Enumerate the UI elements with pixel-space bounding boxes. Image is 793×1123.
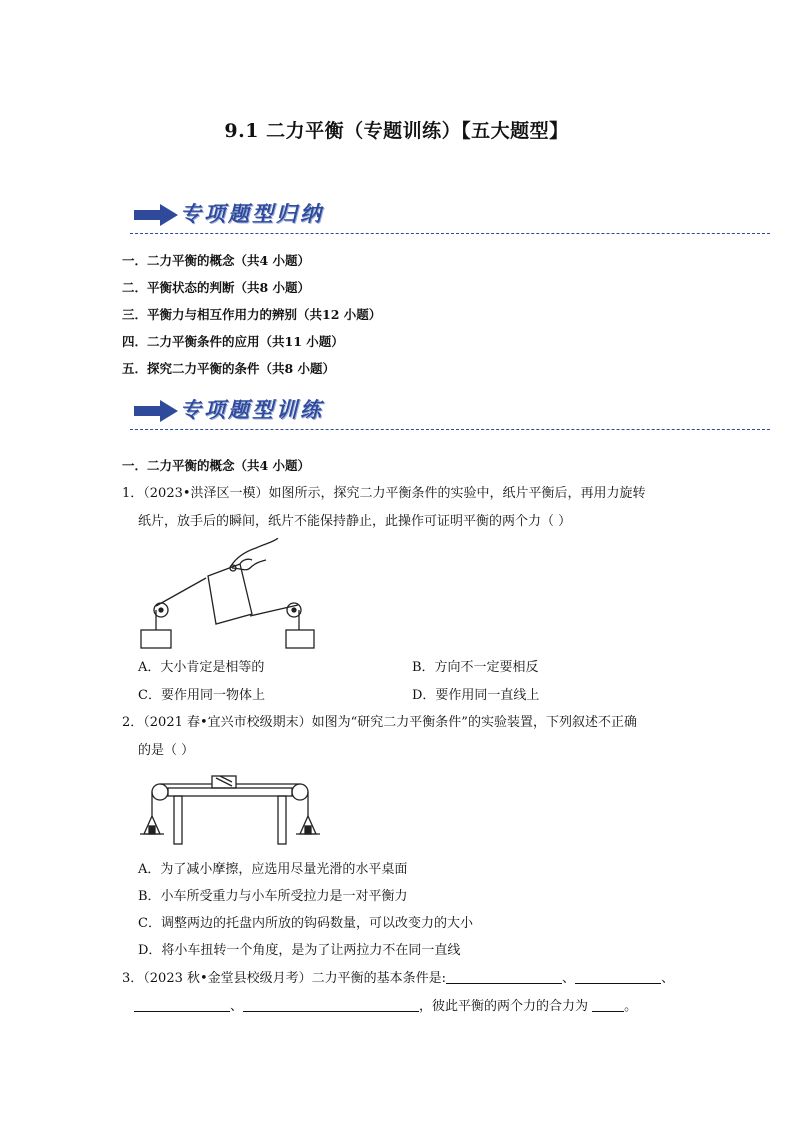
answer-blank-4[interactable] [243, 999, 419, 1012]
paper-card-apparatus-figure [136, 538, 326, 653]
toc-item-3: 三．平衡力与相互作用力的辨别（共12 小题） [122, 307, 382, 322]
question-2-option-b[interactable]: B．小车所受重力与小车所受拉力是一对平衡力 [138, 889, 408, 904]
question-1-stem: 1．（2023•洪泽区一模）如图所示，探究二力平衡条件的实验中，纸片平衡后，再用力旋转 [122, 486, 646, 501]
question-3-text: 3．（2023 秋•金堂县校级月考）二力平衡的基本条件是: [122, 971, 447, 986]
question-2-option-d[interactable]: D．将小车扭转一个角度，是为了让两拉力不在同一直线 [138, 943, 461, 958]
question-2-option-c[interactable]: C．调整两边的托盘内所放的钩码数量，可以改变力的大小 [138, 916, 473, 931]
question-1-option-d[interactable]: D．要作用同一直线上 [412, 688, 540, 703]
question-3-stem-cont [134, 999, 637, 1015]
period: 。 [624, 999, 638, 1014]
separator: 、 [230, 999, 244, 1014]
arrow-right-icon [134, 400, 178, 422]
cart-table-apparatus-figure [140, 770, 320, 848]
separator: 、 [661, 971, 675, 986]
question-1-option-a[interactable]: A．大小肯定是相等的 [138, 660, 265, 675]
page-title: 9.1 二力平衡（专题训练）【五大题型】 [224, 120, 569, 142]
answer-blank-1[interactable] [446, 971, 562, 984]
question-2-option-a[interactable]: A．为了减小摩擦，应选用尽量光滑的水平桌面 [138, 862, 408, 877]
answer-blank-5[interactable] [592, 999, 624, 1012]
dashed-divider [130, 233, 770, 234]
question-1-option-c[interactable]: C．要作用同一物体上 [138, 688, 265, 703]
toc-item-2: 二．平衡状态的判断（共8 小题） [122, 280, 311, 295]
banner-title: 专项题型训练 [180, 397, 324, 422]
banner-title: 专项题型归纳 [180, 201, 324, 226]
section-banner-practice [130, 392, 770, 432]
question-1-stem-cont: 纸片，放手后的瞬间，纸片不能保持静止，此操作可证明平衡的两个力（ ） [138, 514, 572, 529]
question-1-option-b[interactable]: B．方向不一定要相反 [412, 660, 539, 675]
arrow-right-icon [134, 204, 178, 226]
separator: 、 [562, 971, 576, 986]
answer-blank-3[interactable] [134, 999, 230, 1012]
dashed-divider [130, 429, 770, 430]
section-heading: 一．二力平衡的概念（共4 小题） [122, 458, 311, 473]
toc-item-1: 一．二力平衡的概念（共4 小题） [122, 253, 311, 268]
question-2-stem-cont: 的是（ ） [138, 743, 195, 758]
answer-blank-2[interactable] [575, 971, 661, 984]
question-2-stem: 2．（2021 春•宜兴市校级期末）如图为“研究二力平衡条件”的实验装置，下列叙述不正确 [122, 715, 637, 730]
section-banner-summary [130, 196, 770, 236]
toc-item-5: 五．探究二力平衡的条件（共8 小题） [122, 361, 336, 376]
toc-item-4: 四．二力平衡条件的应用（共11 小题） [122, 334, 344, 349]
question-3-tail-text: ，彼此平衡的两个力的合力为 [419, 999, 589, 1014]
question-3-stem [122, 971, 674, 987]
